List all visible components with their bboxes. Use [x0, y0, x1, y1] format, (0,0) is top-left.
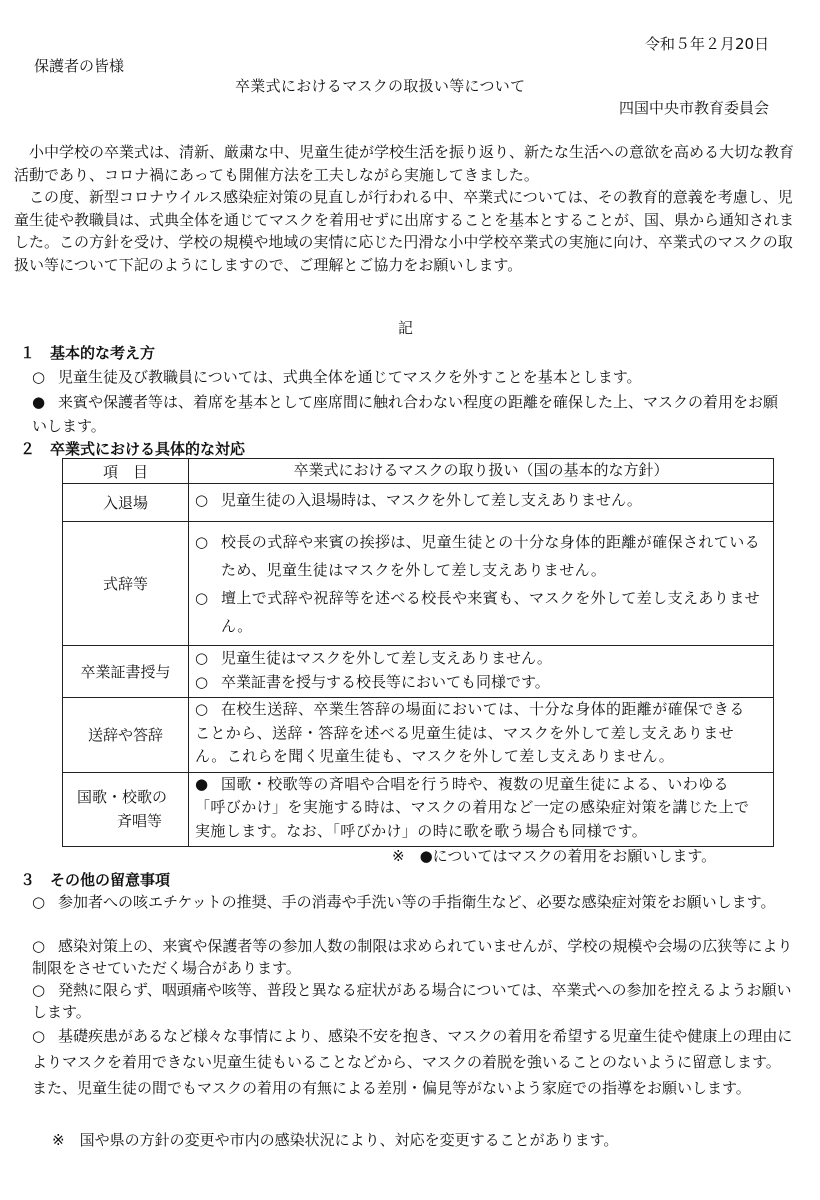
section-3-item-2: ○ 感染対策上の、来賓や保護者等の参加人数の制限は求められていませんが、学校の規模や会場の広狭等により制限をさせていただく場合があります。 [32, 937, 793, 977]
row-item: 送辞や答辞 [63, 698, 189, 773]
document-title: 卒業式におけるマスクの取扱い等について [235, 77, 526, 95]
table-row [63, 522, 774, 646]
ki-marker: 記 [398, 319, 414, 337]
section-3-heading: ３ その他の留意事項 [20, 871, 171, 889]
row-item: 式辞等 [63, 522, 189, 646]
row-policy: ● 国歌・校歌等の斉唱や合唱を行う時や、複数の児童生徒による、いわゆる「呼びかけ」を実施する時は、マスクの着用など一定の感染症対策を講じた上で実施します。なお、「呼びかけ」の時に歌を歌う場合も同様です。 [189, 772, 774, 847]
addressee: 保護者の皆様 [34, 57, 125, 75]
section-3-note: ※ 国や県の方針の変更や市内の感染状況により、対応を変更することがあります。 [52, 1131, 619, 1149]
intro-paragraph-2: この度、新型コロナウイルス感染症対策の見直しが行われる中、卒業式については、その教育的意義を考慮し、児童生徒や教職員は、式典全体を通じてマスクを着用せずに出席することを基本とすることが、国、県から通知されました。この方針を受け、学校の規模や地域の実情に応じた円滑な小中学校卒業式の実施に向け、卒業式のマスクの取扱い等について下記のようにしますので、ご理解とご協力をお願いします。 [14, 188, 795, 274]
row-policy: ○ 校長の式辞や来賓の挨拶は、児童生徒との十分な身体的距離が確保されているため、児童生徒はマスクを外して差し支えありません。 ○ 壇上で式辞や祝辞等を述べる校長や来賓も、マスクを外して差し支えありません。 [189, 522, 774, 646]
row-item: 卒業証書授与 [63, 646, 189, 698]
section-1-heading: １ 基本的な考え方 [20, 344, 156, 362]
section-1-item-1: ○ 児童生徒及び教職員については、式典全体を通じてマスクを外すことを基本とします。 [32, 368, 642, 386]
section-1-item-2: ● 来賓や保護者等は、着席を基本として座席間に触れ合わない程度の距離を確保した上、マスクの着用をお願いします。 [32, 390, 792, 438]
section-3-item-4: ○ 基礎疾患があるなど様々な事情により、感染不安を抱き、マスクの着用を希望する児童生徒や健康上の理由によりマスクを着用できない児童生徒もいることなどから、マスクの着脱を強いることのないように留意します。また、児童生徒の間でもマスクの着用の有無による差別・偏見等がないよう家庭での指導をお願いします。 [32, 1027, 793, 1097]
row-policy: ○ 児童生徒はマスクを外して差し支えありません。 ○ 卒業証書を授与する校長等においても同様です。 [189, 646, 774, 698]
section-3-item-1: ○ 参加者への咳エチケットの推奨、手の消毒や手洗い等の手指衛生など、必要な感染症対策をお願いします。 [32, 893, 776, 911]
table-row [63, 646, 774, 698]
table-row [63, 772, 774, 847]
header-policy: 卒業式におけるマスクの取り扱い（国の基本的な方針） [189, 459, 774, 484]
section-2-heading: ２ 卒業式における具体的な対応 [20, 440, 246, 458]
intro-paragraph-1: 小中学校の卒業式は、清新、厳粛な中、児童生徒が学校生活を振り返り、新たな生活への意欲を高める大切な教育活動であり、コロナ禍にあっても開催方法を工夫しながら実施してきました。 [14, 143, 795, 184]
sender: 四国中央市教育委員会 [619, 99, 770, 117]
document-date: 令和５年２月20日 [645, 35, 770, 53]
mask-policy-table [62, 458, 774, 847]
section-2-note: ※ ●についてはマスクの着用をお願いします。 [392, 847, 717, 865]
row-item: 国歌・校歌の 斉唱等 [63, 772, 189, 847]
row-policy: ○ 児童生徒の入退場時は、マスクを外して差し支えありません。 [189, 484, 774, 522]
circle-mark: ○ [32, 368, 46, 386]
table-header-row [63, 459, 774, 484]
table-row [63, 484, 774, 522]
row-item: 入退場 [63, 484, 189, 522]
section-3-item-3: ○ 発熱に限らず、咽頭痛や咳等、普段と異なる症状がある場合については、卒業式への参加を控えるようお願いします。 [32, 981, 792, 1021]
bullet-mark: ● [32, 393, 46, 411]
row-policy: ○ 在校生送辞、卒業生答辞の場面においては、十分な身体的距離が確保できることから、送辞・答辞を述べる児童生徒は、マスクを外して差し支えありません。これらを聞く児童生徒も、マスクを外して差し支えありません。 [189, 698, 774, 773]
header-item: 項 目 [63, 459, 189, 484]
table-row [63, 698, 774, 773]
